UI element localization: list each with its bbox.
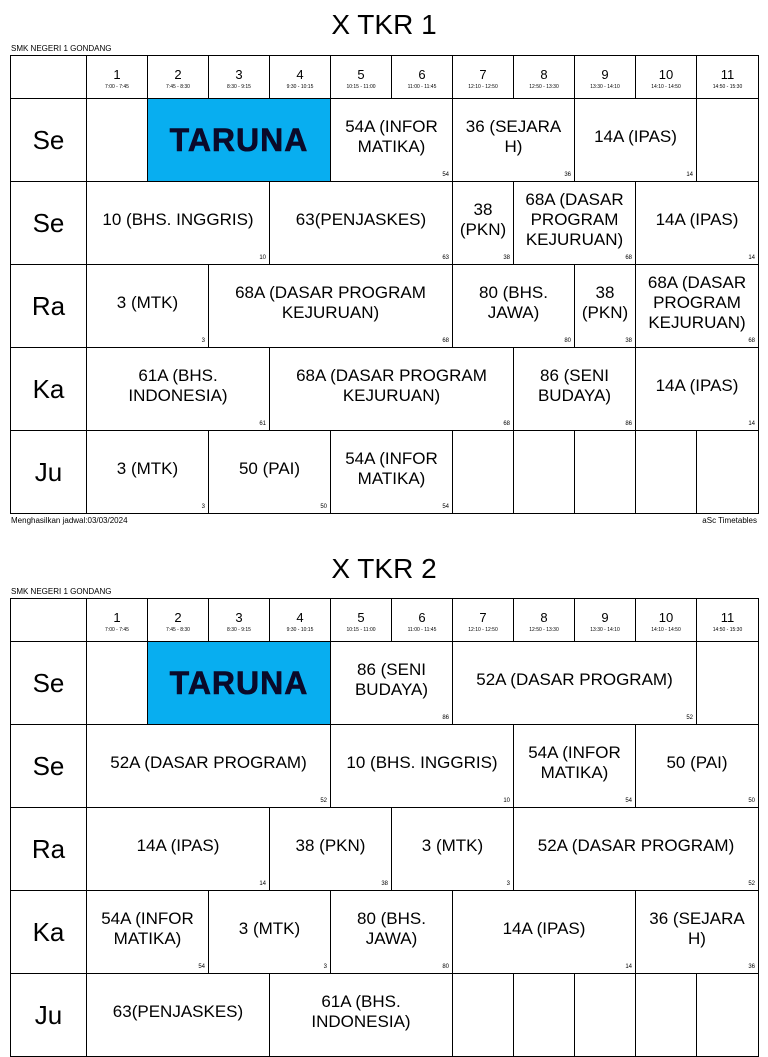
lesson-cell [697, 99, 759, 182]
day-row [11, 725, 759, 808]
day-row [11, 891, 759, 974]
taruna-block [148, 642, 331, 725]
day-label: Se [11, 99, 87, 182]
lesson-cell: 14A (IPAS) 14 [636, 182, 759, 265]
corner-cell [11, 56, 87, 99]
day-row [11, 642, 759, 725]
lesson-cell: 14A (IPAS) 14 [575, 99, 697, 182]
day-row [11, 431, 759, 514]
period-header: 8 12:50 - 13:30 [514, 599, 575, 642]
period-header: 2 7:45 - 8:30 [148, 56, 209, 99]
lesson-cell [453, 431, 514, 514]
lesson-cell: 68A (DASAR PROGRAM KEJURUAN) 68 [209, 265, 453, 348]
day-label: Ka [11, 891, 87, 974]
day-label: Ka [11, 348, 87, 431]
lesson-cell: 80 (BHS. JAWA) 80 [453, 265, 575, 348]
generated-date: Menghasilkan jadwal:03/03/2024 [11, 516, 128, 525]
lesson-cell: 36 (SEJARA H) 36 [453, 99, 575, 182]
period-header: 5 10:15 - 11:00 [331, 56, 392, 99]
lesson-cell [514, 974, 575, 1057]
lesson-cell: 50 (PAI) 50 [636, 725, 759, 808]
timetable-grid [10, 598, 759, 1057]
lesson-cell: 36 (SEJARA H) 36 [636, 891, 759, 974]
lesson-cell: 54A (INFOR MATIKA) 54 [331, 431, 453, 514]
day-label: Ju [11, 431, 87, 514]
period-header: 11 14:50 - 15:30 [697, 599, 759, 642]
lesson-cell: 86 (SENI BUDAYA) 86 [514, 348, 636, 431]
asc-credit: aSc Timetables [702, 516, 757, 525]
day-label: Se [11, 182, 87, 265]
lesson-cell [697, 974, 759, 1057]
day-label: Ju [11, 974, 87, 1057]
day-row [11, 808, 759, 891]
taruna-label: TARUNA [169, 664, 309, 701]
day-label: Se [11, 725, 87, 808]
lesson-cell: 54A (INFOR MATIKA) 54 [514, 725, 636, 808]
day-row [11, 974, 759, 1057]
lesson-cell [514, 431, 575, 514]
day-label: Ra [11, 265, 87, 348]
lesson-cell: 54A (INFOR MATIKA) 54 [87, 891, 209, 974]
lesson-cell: 10 (BHS. INGGRIS) 10 [87, 182, 270, 265]
lesson-cell [697, 431, 759, 514]
lesson-cell [453, 974, 514, 1057]
period-header: 11 14:50 - 15:30 [697, 56, 759, 99]
period-header: 4 9:30 - 10:15 [270, 599, 331, 642]
lesson-cell: 68A (DASAR PROGRAM KEJURUAN) 68 [514, 182, 636, 265]
lesson-cell: 14A (IPAS) 14 [453, 891, 636, 974]
lesson-cell: 3 (MTK) 3 [209, 891, 331, 974]
day-row [11, 182, 759, 265]
period-header: 10 14:10 - 14:50 [636, 56, 697, 99]
period-header: 9 13:30 - 14:10 [575, 56, 636, 99]
lesson-cell: 38 (PKN) 38 [575, 265, 636, 348]
day-label: Ra [11, 808, 87, 891]
timetable-title: X TKR 2 [331, 553, 437, 584]
taruna-label: TARUNA [169, 121, 309, 158]
period-header: 2 7:45 - 8:30 [148, 599, 209, 642]
period-header: 3 8:30 - 9:15 [209, 599, 270, 642]
lesson-cell: 68A (DASAR PROGRAM KEJURUAN) 68 [636, 265, 759, 348]
period-header: 7 12:10 - 12:50 [453, 599, 514, 642]
lesson-cell: 14A (IPAS) 14 [87, 808, 270, 891]
lesson-cell: 61A (BHS. INDONESIA) 61 [87, 348, 270, 431]
period-header: 10 14:10 - 14:50 [636, 599, 697, 642]
day-label: Se [11, 642, 87, 725]
lesson-cell: 63(PENJASKES) [87, 974, 270, 1057]
lesson-cell: 38 (PKN) 38 [453, 182, 514, 265]
lesson-cell: 3 (MTK) 3 [87, 265, 209, 348]
period-header: 9 13:30 - 14:10 [575, 599, 636, 642]
day-row [11, 99, 759, 182]
timetable-title: X TKR 1 [331, 9, 437, 40]
timetable-grid [10, 55, 759, 514]
lesson-cell: 14A (IPAS) 14 [636, 348, 759, 431]
school-name: SMK NEGERI 1 GONDANG [11, 44, 112, 53]
lesson-cell [636, 431, 697, 514]
lesson-cell: 50 (PAI) 50 [209, 431, 331, 514]
period-header: 1 7:00 - 7:45 [87, 56, 148, 99]
lesson-cell: 52A (DASAR PROGRAM) 52 [87, 725, 331, 808]
lesson-cell: 3 (MTK) 3 [87, 431, 209, 514]
lesson-cell: 80 (BHS. JAWA) 80 [331, 891, 453, 974]
lesson-cell: 63(PENJASKES) 63 [270, 182, 453, 265]
lesson-cell: 52A (DASAR PROGRAM) 52 [514, 808, 759, 891]
period-header: 6 11:00 - 11:45 [392, 56, 453, 99]
lesson-cell: 52A (DASAR PROGRAM) 52 [453, 642, 697, 725]
period-header: 5 10:15 - 11:00 [331, 599, 392, 642]
period-header: 4 9:30 - 10:15 [270, 56, 331, 99]
period-header: 3 8:30 - 9:15 [209, 56, 270, 99]
lesson-cell: 86 (SENI BUDAYA) 86 [331, 642, 453, 725]
lesson-cell: 3 (MTK) 3 [392, 808, 514, 891]
lesson-cell: 54A (INFOR MATIKA) 54 [331, 99, 453, 182]
lesson-cell: 10 (BHS. INGGRIS) 10 [331, 725, 514, 808]
lesson-cell: 61A (BHS. INDONESIA) [270, 974, 453, 1057]
period-header-row [11, 56, 759, 99]
corner-cell [11, 599, 87, 642]
period-header: 6 11:00 - 11:45 [392, 599, 453, 642]
period-header: 8 12:50 - 13:30 [514, 56, 575, 99]
period-header: 1 7:00 - 7:45 [87, 599, 148, 642]
lesson-cell: 68A (DASAR PROGRAM KEJURUAN) 68 [270, 348, 514, 431]
lesson-cell [87, 99, 148, 182]
day-row [11, 265, 759, 348]
period-header-row [11, 599, 759, 642]
day-row [11, 348, 759, 431]
period-header: 7 12:10 - 12:50 [453, 56, 514, 99]
lesson-cell: 38 (PKN) 38 [270, 808, 392, 891]
lesson-cell [575, 431, 636, 514]
lesson-cell [697, 642, 759, 725]
lesson-cell [87, 642, 148, 725]
lesson-cell [636, 974, 697, 1057]
taruna-block [148, 99, 331, 182]
lesson-cell [575, 974, 636, 1057]
school-name: SMK NEGERI 1 GONDANG [11, 587, 112, 596]
